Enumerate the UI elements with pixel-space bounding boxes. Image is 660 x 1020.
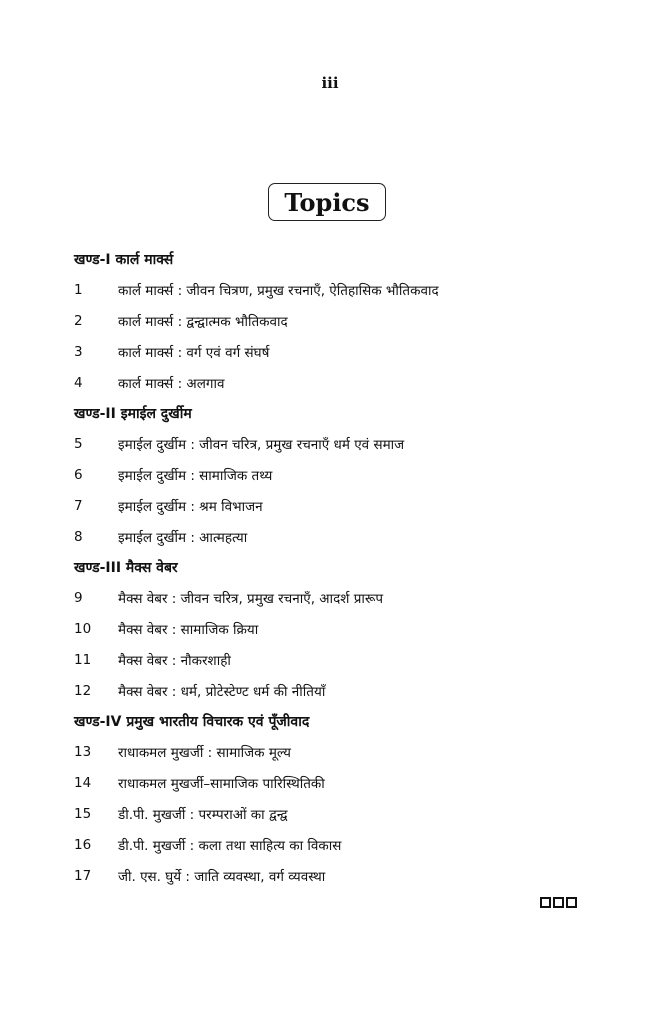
- toc-entry: [74, 644, 614, 675]
- entry-number: 16: [74, 836, 92, 853]
- entry-number: 13: [74, 743, 92, 760]
- section-heading: खण्ड-I कार्ल मार्क्स: [74, 251, 174, 268]
- section-heading: खण्ड-II इमाईल दुर्खीम: [74, 405, 192, 422]
- toc-entry: [74, 336, 614, 367]
- entry-number: 4: [74, 374, 83, 391]
- toc-entry: [74, 428, 614, 459]
- toc-entry: [74, 521, 614, 552]
- title-box: [268, 183, 386, 221]
- toc-entry: [74, 736, 614, 767]
- toc-entry: [74, 459, 614, 490]
- page-title: Topics: [284, 187, 370, 217]
- entry-number: 9: [74, 589, 83, 606]
- square-icon: [540, 897, 551, 908]
- entry-title: डी.पी. मुखर्जी : कला तथा साहित्य का विकास: [118, 837, 342, 854]
- entry-title: मैक्स वेबर : सामाजिक क्रिया: [118, 621, 259, 638]
- toc-entry: [74, 367, 614, 398]
- entry-title: मैक्स वेबर : धर्म, प्रोटेस्टेण्ट धर्म की नीतियाँ: [118, 683, 326, 700]
- entry-number: 8: [74, 528, 83, 545]
- section-heading: खण्ड-IV प्रमुख भारतीय विचारक एवं पूँजीवाद: [74, 713, 310, 730]
- entry-title: कार्ल मार्क्स : अलगाव: [118, 375, 225, 392]
- toc-entry: [74, 829, 614, 860]
- entry-title: कार्ल मार्क्स : जीवन चित्रण, प्रमुख रचनाएँ, ऐतिहासिक भौतिकवाद: [118, 282, 439, 299]
- toc-entry: [74, 305, 614, 336]
- toc-entry: [74, 767, 614, 798]
- entry-title: कार्ल मार्क्स : द्वन्द्वात्मक भौतिकवाद: [118, 313, 288, 330]
- entry-number: 1: [74, 281, 83, 298]
- entry-number: 3: [74, 343, 83, 360]
- table-of-contents: [74, 244, 614, 891]
- entry-number: 12: [74, 682, 92, 699]
- entry-title: डी.पी. मुखर्जी : परम्पराओं का द्वन्द्व: [118, 806, 288, 823]
- page-number: iii: [321, 74, 339, 92]
- toc-entry: [74, 613, 614, 644]
- entry-title: राधाकमल मुखर्जी–सामाजिक पारिस्थितिकी: [118, 775, 325, 792]
- entry-title: राधाकमल मुखर्जी : सामाजिक मूल्य: [118, 744, 291, 761]
- entry-number: 15: [74, 805, 92, 822]
- entry-title: मैक्स वेबर : नौकरशाही: [118, 652, 231, 669]
- entry-title: इमाईल दुर्खीम : श्रम विभाजन: [118, 498, 263, 515]
- entry-title: जी. एस. घुर्ये : जाति व्यवस्था, वर्ग व्यवस्था: [118, 868, 326, 885]
- entry-title: इमाईल दुर्खीम : जीवन चरित्र, प्रमुख रचनाएँ धर्म एवं समाज: [118, 436, 405, 453]
- entry-number: 7: [74, 497, 83, 514]
- toc-entry: [74, 860, 614, 891]
- toc-entry: [74, 490, 614, 521]
- entry-title: इमाईल दुर्खीम : सामाजिक तथ्य: [118, 467, 273, 484]
- section-heading: खण्ड-III मैक्स वेबर: [74, 559, 178, 576]
- entry-number: 17: [74, 867, 92, 884]
- entry-number: 14: [74, 774, 92, 791]
- entry-number: 5: [74, 435, 83, 452]
- three-squares-icon: [540, 897, 577, 908]
- entry-number: 6: [74, 466, 83, 483]
- entry-number: 11: [74, 651, 92, 668]
- square-icon: [566, 897, 577, 908]
- toc-entry: [74, 582, 614, 613]
- entry-title: इमाईल दुर्खीम : आत्महत्या: [118, 529, 248, 546]
- entry-number: 10: [74, 620, 92, 637]
- toc-entry: [74, 274, 614, 305]
- entry-title: कार्ल मार्क्स : वर्ग एवं वर्ग संघर्ष: [118, 344, 270, 361]
- toc-entry: [74, 798, 614, 829]
- toc-entry: [74, 675, 614, 706]
- square-icon: [553, 897, 564, 908]
- entry-title: मैक्स वेबर : जीवन चरित्र, प्रमुख रचनाएँ, आदर्श प्रारूप: [118, 590, 384, 607]
- entry-number: 2: [74, 312, 83, 329]
